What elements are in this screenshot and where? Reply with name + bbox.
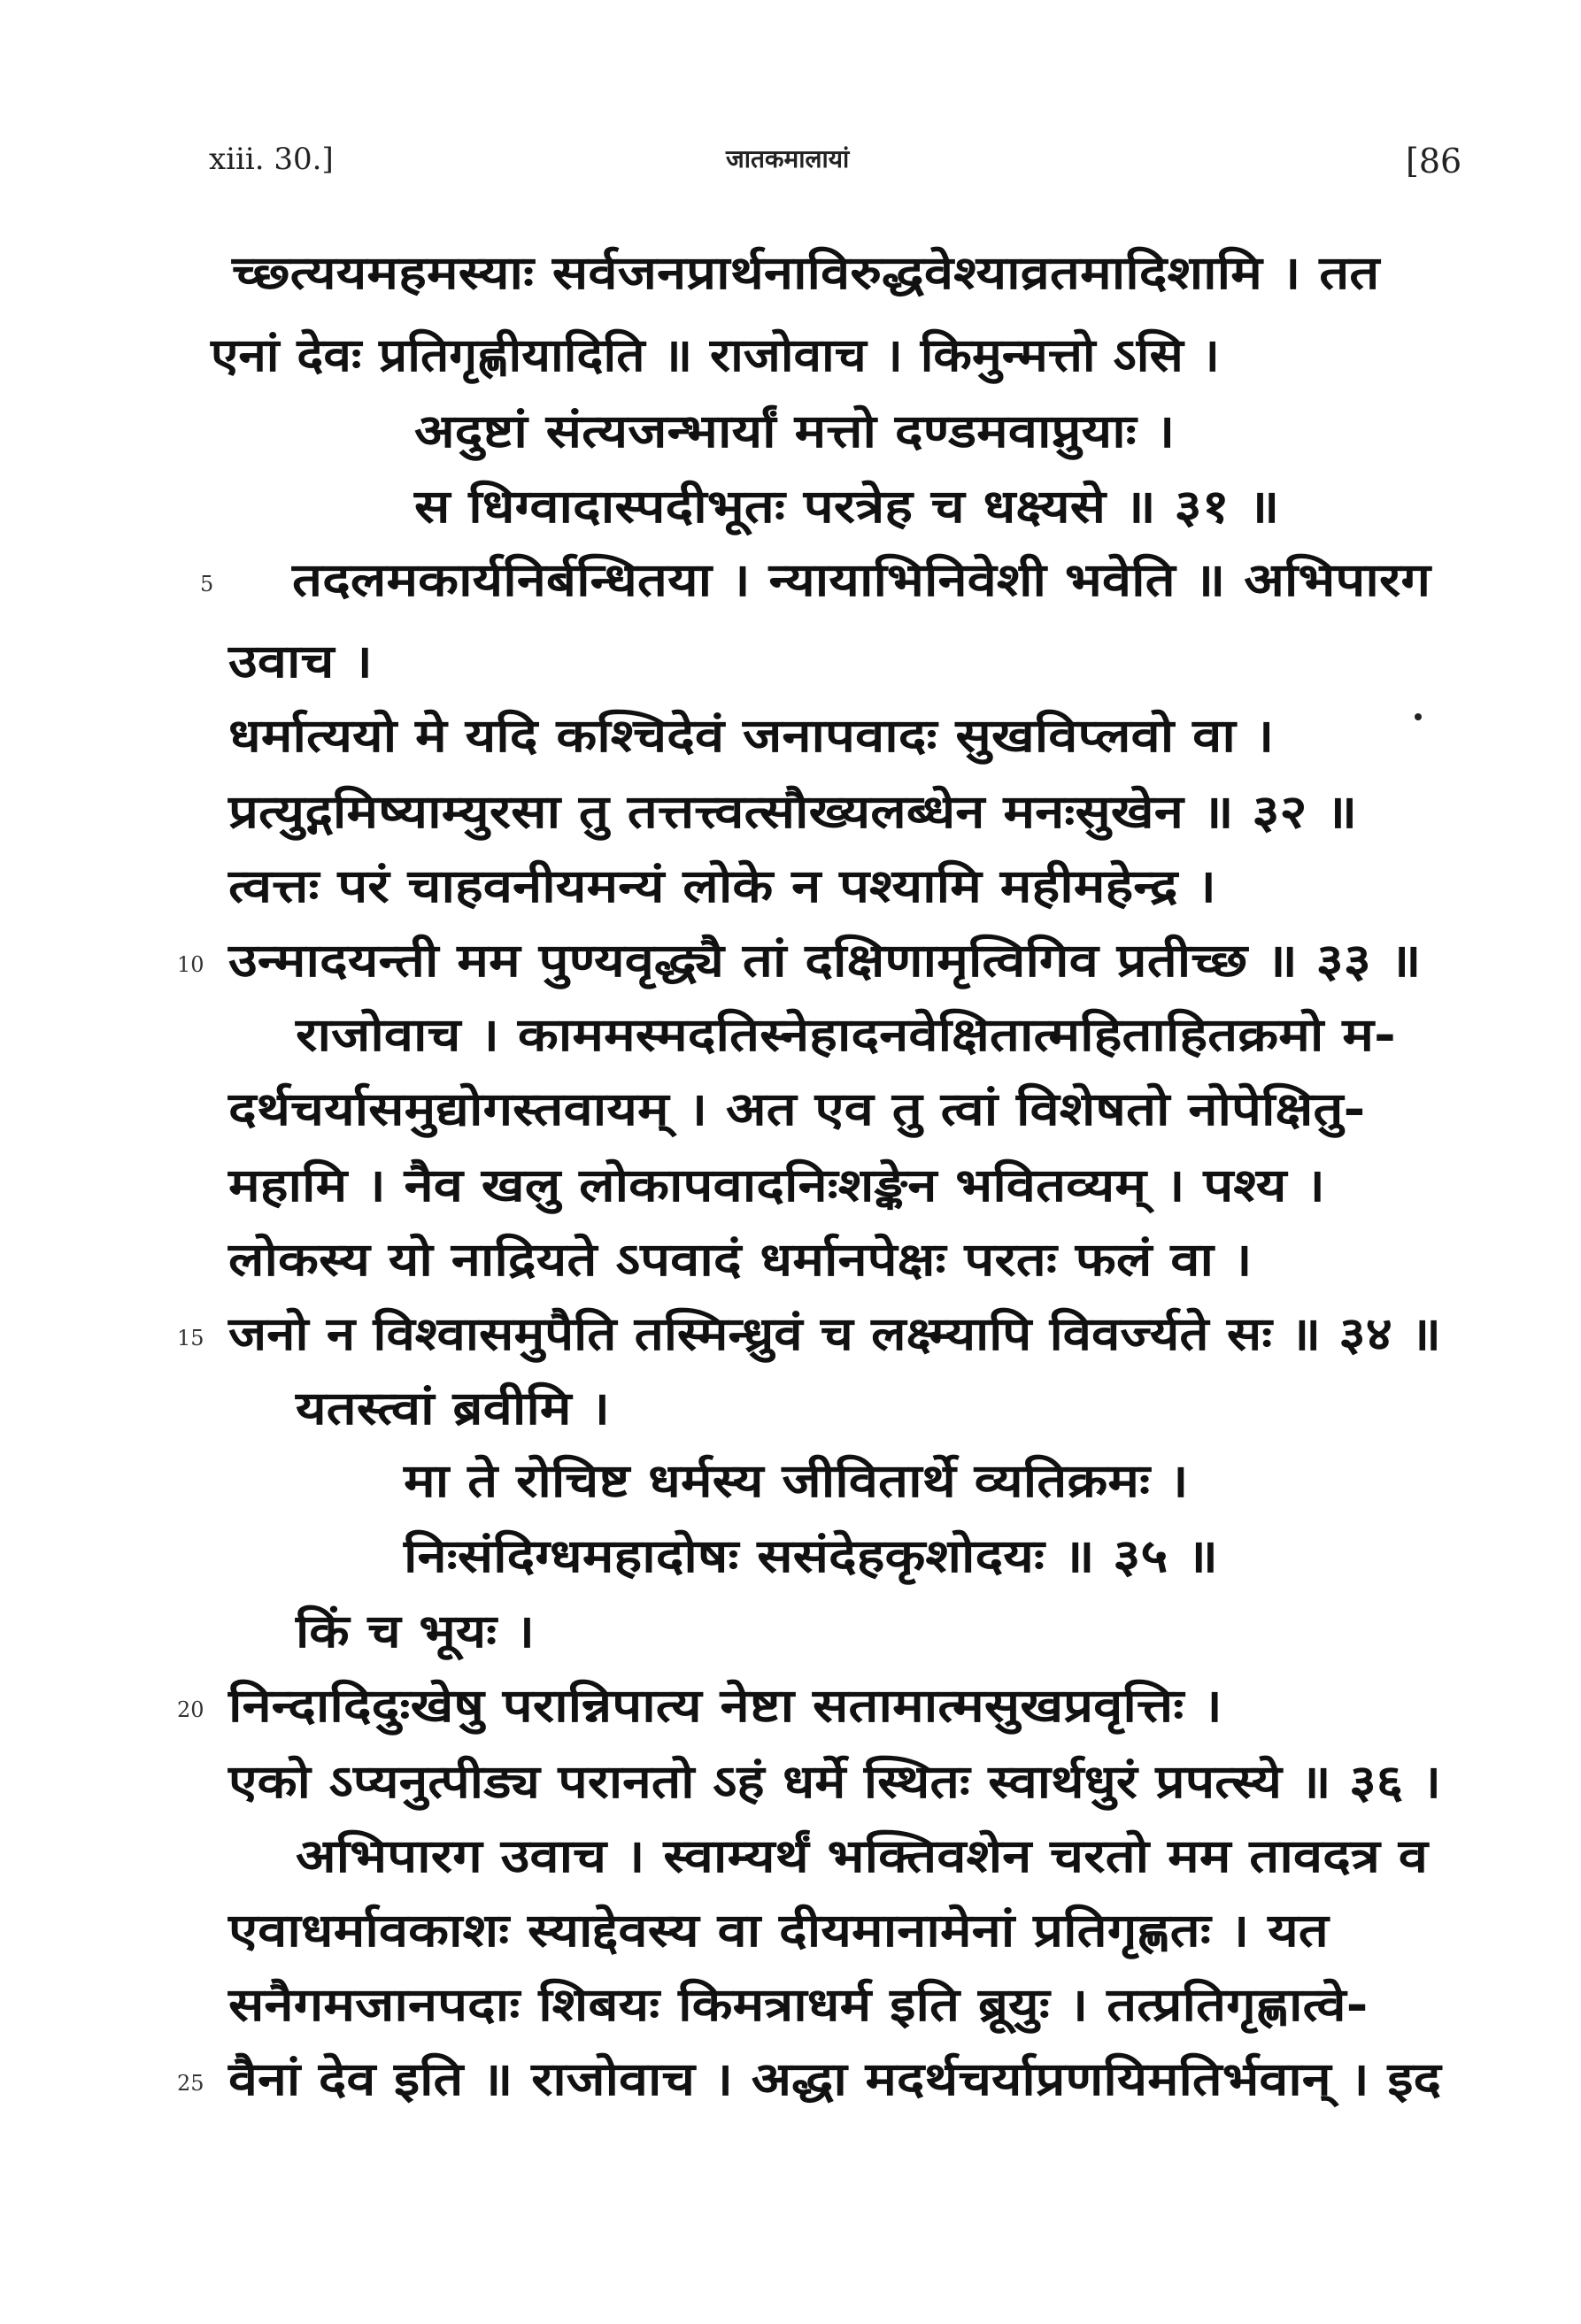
text-line: एनां देवः प्रतिगृह्णीयादिति ॥ राजोवाच । किमुन्मत्तो ऽसि । (211, 329, 1220, 382)
text-line: च्छ्त्ययमहमस्याः सर्वजनप्रार्थनाविरुद्धवेश्याव्रतमादिशामि । तत (232, 247, 1380, 300)
line-number: 5 (200, 572, 214, 596)
line-number: 10 (177, 952, 204, 977)
page-number: [86 (1406, 142, 1462, 181)
text-line: मा ते रोचिष्ट धर्मस्य जीवितार्थे व्यतिक्रमः । (404, 1455, 1189, 1508)
text-line: किं च भूयः । (296, 1605, 535, 1658)
line-number: 20 (177, 1697, 204, 1722)
text-line: उन्मादयन्ती मम पुण्यवृद्ध्यै तां दक्षिणामृत्विगिव प्रतीच्छ ॥ ३३ ॥ (228, 935, 1422, 988)
text-line: निःसंदिग्धमहादोषः ससंदेहकृशोदयः ॥ ३५ ॥ (404, 1530, 1218, 1583)
line-number: 15 (177, 1326, 204, 1351)
text-line: स धिग्वादास्पदीभूतः परत्रेह च धक्ष्यसे ॥ ३१ ॥ (414, 481, 1280, 534)
text-line: प्रत्युद्गमिष्याम्युरसा तु तत्तत्त्वत्सौख्यलब्धेन मनःसुखेन ॥ ३२ ॥ (228, 786, 1358, 839)
running-header-left: xiii. 30.] (209, 142, 334, 177)
text-line: राजोवाच । काममस्मदतिस्नेहादनवेक्षितात्महिताहितक्रमो म- (296, 1009, 1396, 1062)
text-line: दर्थचर्यासमुद्योगस्तवायम् । अत एव तु त्वां विशेषतो नोपेक्षितु- (228, 1083, 1366, 1136)
text-line: वैनां देव इति ॥ राजोवाच । अद्धा मदर्थचर्याप्रणयिमतिर्भवान् । इद (228, 2053, 1441, 2106)
text-line: अभिपारग उवाच । स्वाम्यर्थं भक्तिवशेन चरतो मम तावदत्र व (296, 1830, 1428, 1883)
text-line: सनैगमजानपदाः शिबयः किमत्राधर्म इति ब्रूयुः । तत्प्रतिगृह्णात्वे- (228, 1979, 1369, 2032)
text-line: एको ऽप्यनुत्पीड्य परानतो ऽहं धर्मे स्थितः स्वार्थधुरं प्रपत्स्ये ॥ ३६ । (228, 1756, 1441, 1809)
text-line: लोकस्य यो नाद्रियते ऽपवादं धर्मानपेक्षः परतः फलं वा । (228, 1234, 1253, 1287)
text-line: त्वत्तः परं चाहवनीयमन्यं लोके न पश्यामि महीमहेन्द्र । (228, 860, 1216, 913)
text-line: अदुष्टां संत्यजन्भार्यां मत्तो दण्डमवाप्नुयाः । (414, 405, 1176, 458)
text-line: निन्दादिदुःखेषु परान्निपात्य नेष्टा सतामात्मसुखप्रवृत्तिः । (228, 1680, 1222, 1733)
text-line: धर्मात्ययो मे यदि कश्चिदेवं जनापवादः सुखविप्लवो वा । (228, 710, 1275, 763)
text-line: उवाच । (228, 635, 373, 689)
text-line: यतस्त्वां ब्रवीमि । (296, 1382, 611, 1435)
text-line: महामि । नैव खलु लोकापवादनिःशङ्केन भवितव्यम् । पश्य । (228, 1159, 1325, 1212)
line-number: 25 (177, 2071, 204, 2096)
text-line: तदलमकार्यनिर्बन्धितया । न्यायाभिनिवेशी भवेति ॥ अभिपारग (292, 554, 1431, 607)
running-header-title: जातकमालायां (726, 144, 850, 173)
text-line: एवाधर्मावकाशः स्याद्देवस्य वा दीयमानामेनां प्रतिगृह्णतः । यत (228, 1905, 1329, 1958)
text-line: जनो न विश्वासमुपैति तस्मिन्ध्रुवं च लक्ष्म्यापि विवर्ज्यते सः ॥ ३४ ॥ (228, 1308, 1441, 1361)
speck-mark (1415, 713, 1422, 720)
